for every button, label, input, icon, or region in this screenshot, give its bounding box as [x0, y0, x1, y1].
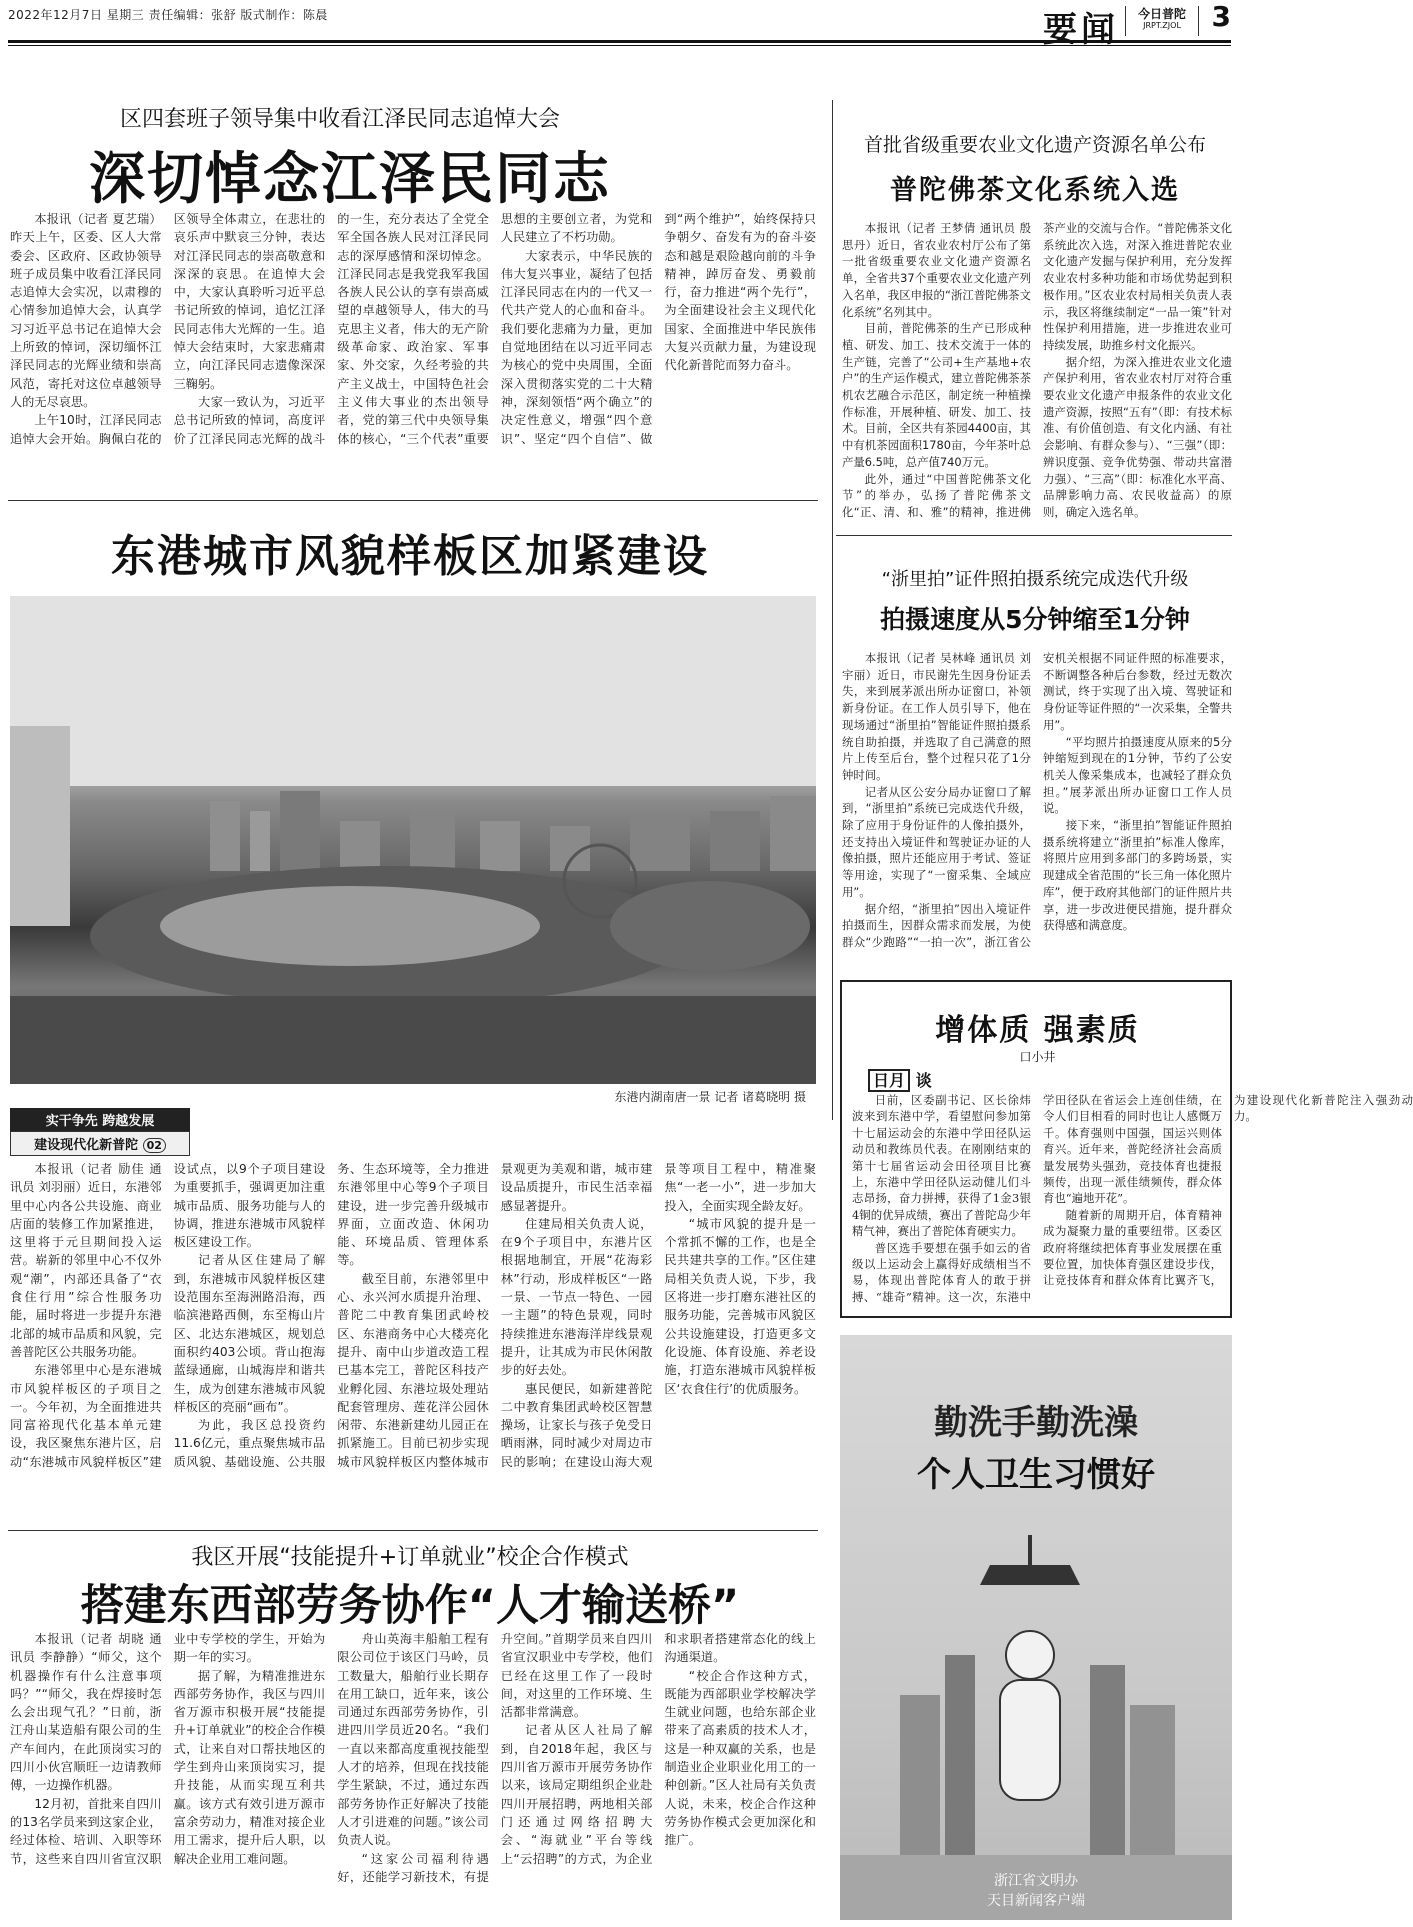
editorial-byline: 口小井 — [1019, 1050, 1056, 1064]
city-para: 截至目前，东港邻里中心、永兴河水质提升治理、普陀二中教育集团武岭校区、东港商务中心大楼亮化提升、南中山步道改造工程已基本完工，普陀区科技产业孵化园、东港垃圾处理站配套管理房、莲花洋公园休闲带、东港新建幼儿园正在抓紧施工。目前已初步实现城市风貌样板区内整体城市景观更为美观和谐，城市建设品质提升，市民生活幸福感显著提升。 — [337, 1162, 653, 1469]
memorial-para: 本报讯（记者 夏艺瑞）昨天上午，区委、区人大常委会、区政府、区政协领导班子成员集中收看江泽民同志追悼大会实况，以肃穆的心情参加追悼大会，认真学习习近平总书记在追悼大会上所致的悼词，深切缅怀江泽民同志的光辉业绩和崇高风范，寄托对这位卓越领导人的无尽哀思。 — [10, 212, 162, 409]
divider — [8, 1530, 818, 1531]
photo-id-para: 接下来，“浙里拍”智能证件照拍摄系统将建立“浙里拍”标准人像库，将照片应用到多部门的多跨场景，实现建成全省范围的“长三角一体化照片库”，便于政府其他部门的证件照片共享，进一步改进便民措施，提升群众获得感和满意度。 — [1043, 818, 1232, 933]
series-badge — [10, 1108, 190, 1156]
newspaper-logo — [1125, 6, 1199, 36]
photo-id-body — [842, 650, 1232, 970]
section-title: 要闻 — [1043, 10, 1119, 50]
logo-sub: JRPT.ZJOL — [1143, 21, 1181, 30]
labor-para: 舟山英海丰船舶工程有限公司位于该区门马岭，员工数量大，船舶行业长期存在用工缺口，近年来，该公司通过东西部劳务协作，引进四川学员近20名。“我们一直以来都高度重视技能型人才的培养，但现在找技能学生紧缺，不过，通过东西部劳务协作正好解决了技能人才引进难的问题。”该公司负责人说。 — [337, 1632, 489, 1848]
editorial-para: 日前，区委副书记、区长徐炜波来到东港中学，看望慰问参加第十七届运动会的东港中学田径队运动员和教练员代表。在刚刚结束的第十七届省运动会田径项目比赛上，东港中学田径队运动健儿们斗志昂扬，奋力拼搏，获得了1金3银4铜的优异成绩，赛出了普陀岛少年精气神，赛出了普陀体育硬实力。 — [852, 1093, 1031, 1239]
date-line: 2022年12月7日 星期三 责任编辑：张舒 版式制作：陈晨 — [8, 8, 328, 22]
shower-illustration — [840, 1335, 1232, 1920]
photo-id-kicker: “浙里拍”证件照拍摄系统完成迭代升级 — [881, 569, 1189, 590]
series-number: 02 — [143, 1138, 166, 1153]
editorial-body — [852, 1092, 1413, 1310]
city-headline: 东港城市风貌样板区加紧建设 — [111, 531, 709, 582]
city-para: 惠民便民，如新建普陀二中教育集团武岭校区智慧操场，让家长与孩子免受日晒雨淋，同时减少对周边市民的影响；在建设山海大观景等项目工程中，精准聚焦“一老一小”，进一步加大投入，全面实现全龄友好。 — [500, 1162, 816, 1469]
editorial-para: 普区选手要想在强手如云的省级以上运动会上赢得好成绩相当不易，体现出普陀体育人的敢于拼搏、“雄奇”精神。这一次，东港中学田径队在省运会上连创佳绩，在令人们目相看的同时也让人感慨万千。体育强则中国强，国运兴则体育兴。近年来，普陀经济社会高质量发展势头强劲，竞技体育也捷报频传，出现一派佳绩频传，群众体育也“遍地开花”。 — [852, 1093, 1222, 1304]
cityscape-image — [10, 596, 816, 1084]
header-rule — [8, 40, 1231, 43]
labor-para: 记者从区人社局了解到，自2018年起，我区与四川省万源市开展劳务协作以来，该局定期组织企业赴四川开展招聘，两地相关部门还通过网络招聘大会、“海就业”平台等线上“云招聘”的方式，为企业和求职者搭建常态化的线上沟通渠道。 — [500, 1632, 816, 1866]
tea-para: 此外，通过“中国普陀佛茶文化节”的举办，弘扬了普陀佛茶文化“正、清、和、雅”的精神，推进佛茶产业的交流与合作。“普陀佛茶文化系统此次入选，对深入推进普陀农业文化遗产发掘与保护利用，充分发挥农业农村多种功能和市场优势起到积极作用。”区农业农村局相关负责人表示，我区将继续制定“一品一策”针对性保护利用措施，进一步推进农业可持续发展，助推乡村文化振兴。 — [842, 221, 1232, 519]
labor-para: 据了解，为精准推进东西部劳务协作，我区与四川省万源市积极开展“技能提升+订单就业”的校企合作模式，让来自对口帮扶地区的学生到舟山来顶岗实习，提升技能，从而实现互利共赢。该方式有效引进万源市富余劳动力，精准对接企业用工需求，提升后人职，以解决企业用工难问题。 — [173, 1668, 326, 1866]
city-para: 东港邻里中心是东港城市风貌样板区的子项目之一。今年初，为全面推进共同富裕现代化基本单元建设，我区聚焦东港片区，启动“东港城市风貌样板区”建设试点，以9个子项目建设为重要抓手，强调更加注重城市品质、服务功能与人的协调，推进东港城市风貌样板区建设工作。 — [10, 1162, 326, 1469]
tea-para: 据介绍，为深入推进农业文化遗产保护利用，省农业农村厅对符合重要农业文化遗产申报条件的农业文化遗产资源，按照“五有”（即：有技术标准、有价值创造、有文化内涵、有社会影响、有群众参与）、“三强”（即：辨识度强、竞争优势强、带动共富潜力强）、“三高”（即：标准化水平高、品牌影响力高、农民收益高）的原则，确定入选名单。 — [1043, 354, 1232, 519]
photo-id-para: 据介绍，“浙里拍”因出入境证件拍摄而生，因群众需求而发展，为使群众“少跑路”“一拍一次”，浙江省公安机关根据不同证件照的标准要求，不断调整各种后台参数，经过无数次测试，终于实现了出入境、驾驶证和身份证等证件照的“一次采集，全警共用”。 — [842, 651, 1232, 949]
labor-kicker: 我区开展“技能提升+订单就业”校企合作模式 — [191, 1545, 629, 1570]
photo-id-headline: 拍摄速度从5分钟缩至1分钟 — [880, 605, 1190, 634]
column-tag — [868, 1068, 932, 1091]
labor-para: 12月初，首批来自四川的13名学员来到这家企业，经过体检、培训、入职等环节，这些来自四川省宣汉职业中专学校的学生，开始为期一年的实习。 — [10, 1632, 326, 1866]
tea-para: 目前，普陀佛茶的生产已形成种植、研发、加工、技术交流于一体的生产链，完善了“公司+生产基地+农户”的生产运作模式，建立普陀佛茶茶机农艺融合示范区，制定统一种植操作标准，开展种植、研发、加工、技术。目前，全区共有茶园4400亩，其中有机茶园面积1780亩，今年茶叶总产量6.5吨，总产值740万元。 — [842, 321, 1031, 469]
hygiene-ad — [840, 1335, 1232, 1920]
tea-body — [842, 220, 1232, 525]
labor-headline: 搭建东西部劳务协作“人才输送桥” — [80, 1581, 740, 1631]
city-photo — [10, 596, 816, 1084]
divider — [836, 535, 1232, 536]
photo-id-para: 本报讯（记者 吴林峰 通讯员 刘宇丽）近日，市民谢先生因身份证丢失，来到展茅派出所办证窗口，补领新身份证。在工作人员引导下，他在现场通过“浙里拍”智能证件照拍摄系统自助拍摄，并选取了自己满意的照片上传至后台，整个过程只花了1分钟时间。 — [842, 651, 1031, 782]
divider — [8, 500, 818, 501]
labor-body — [10, 1630, 816, 1920]
city-para: 为此，我区总投资约11.6亿元，重点聚焦城市品质风貌、基础设施、公共服务、生态环境等，全力推进东港邻里中心等9个子项目建设，进一步完善升级城市界面，立面改造、休闲功能、环境品质、管理体系等。 — [173, 1162, 489, 1469]
city-para: 住建局相关负责人说，在9个子项目中，东港片区根据地制宜，开展“花海彩林”行动，形成样板区“一路一景、一节点一特色、一园一主题”的特色景观，同时持续推进东港海洋岸线景观提升，让其成为市民休闲散步的好去处。 — [500, 1216, 653, 1378]
city-para: “城市风貌的提升是一个常抓不懈的工作，也是全民共建共享的工作。”区住建局相关负责人说，下步，我区将进一步打磨东港社区的服务功能，完善城市风貌区公共设施建设，打造更多文化设施、体育设施、养老设施，打造东港城市风貌样板区‘衣食住行’的优质服务。 — [664, 1216, 816, 1396]
editorial-para: 随着新的周期开启，体育精神成为凝聚力量的重要纽带。区委区政府将继续把体育事业发展摆在重要位置，加快体育强区建设步伐，让竞技体育和群众体育比翼齐飞，为建设现代化新普陀注入强劲动力。 — [1043, 1093, 1413, 1288]
memorial-para: 大家一致认为，习近平总书记所致的悼词，高度评价了江泽民同志光辉的战斗的一生，充分表达了全党全军全国各族人民对江泽民同志的深厚感情和深切悼念。江泽民同志是我党我军我国各族人民公认的享有崇高威望的卓越领导人，伟大的马克思主义者，伟大的无产阶级革命家、政治家、军事家、外交家，久经考验的共产主义战士，中国特色社会主义伟大事业的杰出领导者，党的第三代中央领导集体的核心，“三个代表”重要思想的主要创立者，为党和人民建立了不朽功勋。 — [173, 212, 653, 446]
logo-text: 今日普陀 — [1137, 7, 1186, 21]
tea-headline: 普陀佛茶文化系统入选 — [890, 175, 1180, 206]
series-sub — [10, 1131, 190, 1156]
header-rule-thin — [8, 45, 1231, 46]
column-tag-b: 谈 — [915, 1071, 932, 1090]
city-para: 本报讯（记者 励佳 通讯员 刘羽丽）近日，东港邻里中心内各公共设施、商业店面的装修工作加紧推进，这里将于元旦期间投入运营。崭新的邻里中心不仅外观“潮”，内部还具备了“衣食住行用”综合性服务功能，届时将进一步提升东港北部的城市品质和风貌，完善普陀区公共服务功能。 — [10, 1162, 162, 1359]
tea-kicker: 首批省级重要农业文化遗产资源名单公布 — [863, 134, 1206, 156]
memorial-kicker: 区四套班子领导集中收看江泽民同志追悼大会 — [119, 107, 560, 132]
photo-caption: 东港内湖南唐一景 记者 诸葛晓明 摄 — [614, 1090, 806, 1104]
photo-id-para: “平均照片拍摄速度从原来的5分钟缩短到现在的1分钟，节约了公安机关人像采集成本，也减轻了群众负担。”展茅派出所办证窗口工作人员说。 — [1043, 734, 1232, 816]
memorial-para: 大家表示，中华民族的伟大复兴事业，凝结了包括江泽民同志在内的一代又一代共产党人的心血和奋斗。我们要化悲痛为力量，更加自觉地团结在以习近平同志为核心的党中央周围，全面深入贯彻落实党的二十大精神，深刻领悟“两个确立”的决定性意义，增强“四个意识”、坚定“四个自信”、做到“两个维护”，始终保持只争朝夕、奋发有为的奋斗姿态和越是艰险越向前的斗争精神，踔厉奋发、勇毅前行，奋力推进“两个先行”，为全面建设社会主义现代化国家、全面推进中华民族伟大复兴贡献力量，为建设现代化新普陀而努力奋斗。 — [500, 212, 816, 446]
ad-footer-1: 浙江省文明办 — [994, 1873, 1078, 1889]
labor-para: “校企合作这种方式，既能为西部职业学校解决学生就业问题，也给东部企业带来了高素质的技术人才，这是一种双赢的关系，也是制造业企业职业化用工的一种创新。”区人社局有关负责人说，未来，校企合作这种劳务协作模式会更加深化和推广。 — [664, 1668, 816, 1848]
series-sub-text: 建设现代化新普陀 — [34, 1138, 139, 1153]
column-divider — [832, 100, 833, 1120]
column-tag-a: 日月 — [868, 1069, 910, 1092]
series-tag: 实干争先 跨越发展 — [10, 1108, 190, 1131]
ad-footer-2: 天目新闻客户端 — [987, 1893, 1085, 1909]
tea-para: 本报讯（记者 王梦倩 通讯员 殷思丹）近日，省农业农村厅公布了第一批省级重要农业文化遗产资源名单，全省共37个重要农业文化遗产列入名单，我区申报的“浙江普陀佛茶文化系统”名列其中。 — [842, 221, 1031, 319]
editorial-headline: 增体质 强素质 — [935, 1013, 1140, 1048]
ad-line-2: 个人卫生习惯好 — [917, 1455, 1155, 1495]
memorial-para: 上午10时，江泽民同志追悼大会开始。胸佩白花的区领导全体肃立，在悲壮的哀乐声中默哀三分钟，表达对江泽民同志的崇高敬意和深深的哀思。在追悼大会中，大家认真聆听习近平总书记所致的悼词，追忆江泽民同志伟大光辉的一生。追悼大会结束时，大家悲痛肃立，向江泽民同志遗像深深三鞠躬。 — [10, 212, 326, 446]
memorial-body — [10, 210, 816, 498]
photo-id-para: 记者从区公安分局办证窗口了解到，“浙里拍”系统已完成迭代升级，除了应用于身份证件的人像拍摄外，还支持出入境证件和驾驶证办证的人像拍摄，照片还能应用于考试、签证等用途，实现了“一窗采集、全域应用”。 — [842, 784, 1031, 899]
city-body — [10, 1160, 816, 1510]
page-number: 3 — [1211, 0, 1231, 33]
city-para: 记者从区住建局了解到，东港城市风貌样板区建设范围东至海洲路沿海，西临滨港路西侧，东至梅山片区、北达东港城区，规划总面积约403公顷。背山抱海蓝绿通廊，山城海岸和谐共生，成为创建东港城市风貌样板区的亮丽“画布”。 — [173, 1253, 326, 1414]
memorial-headline: 深切悼念江泽民同志 — [89, 146, 611, 212]
labor-para: “这家公司福利待遇好，还能学习新技术，有提升空间。”首期学员来自四川省宣汉职业中专学校，他们已经在这里工作了一段时间，对这里的工作环境、生活都非常满意。 — [337, 1632, 653, 1884]
labor-para: 本报讯（记者 胡晓 通讯员 李静静）“师父，这个机器操作有什么注意事项吗？”“师父，我在焊接时怎么会出现气孔？”日前，浙江舟山某造船有限公司的生产车间内，在此顶岗实习的四川小伙宫顺旺一边请教师傅，一边操作机器。 — [10, 1632, 162, 1793]
ad-line-1: 勤洗手勤洗澡 — [934, 1403, 1138, 1443]
